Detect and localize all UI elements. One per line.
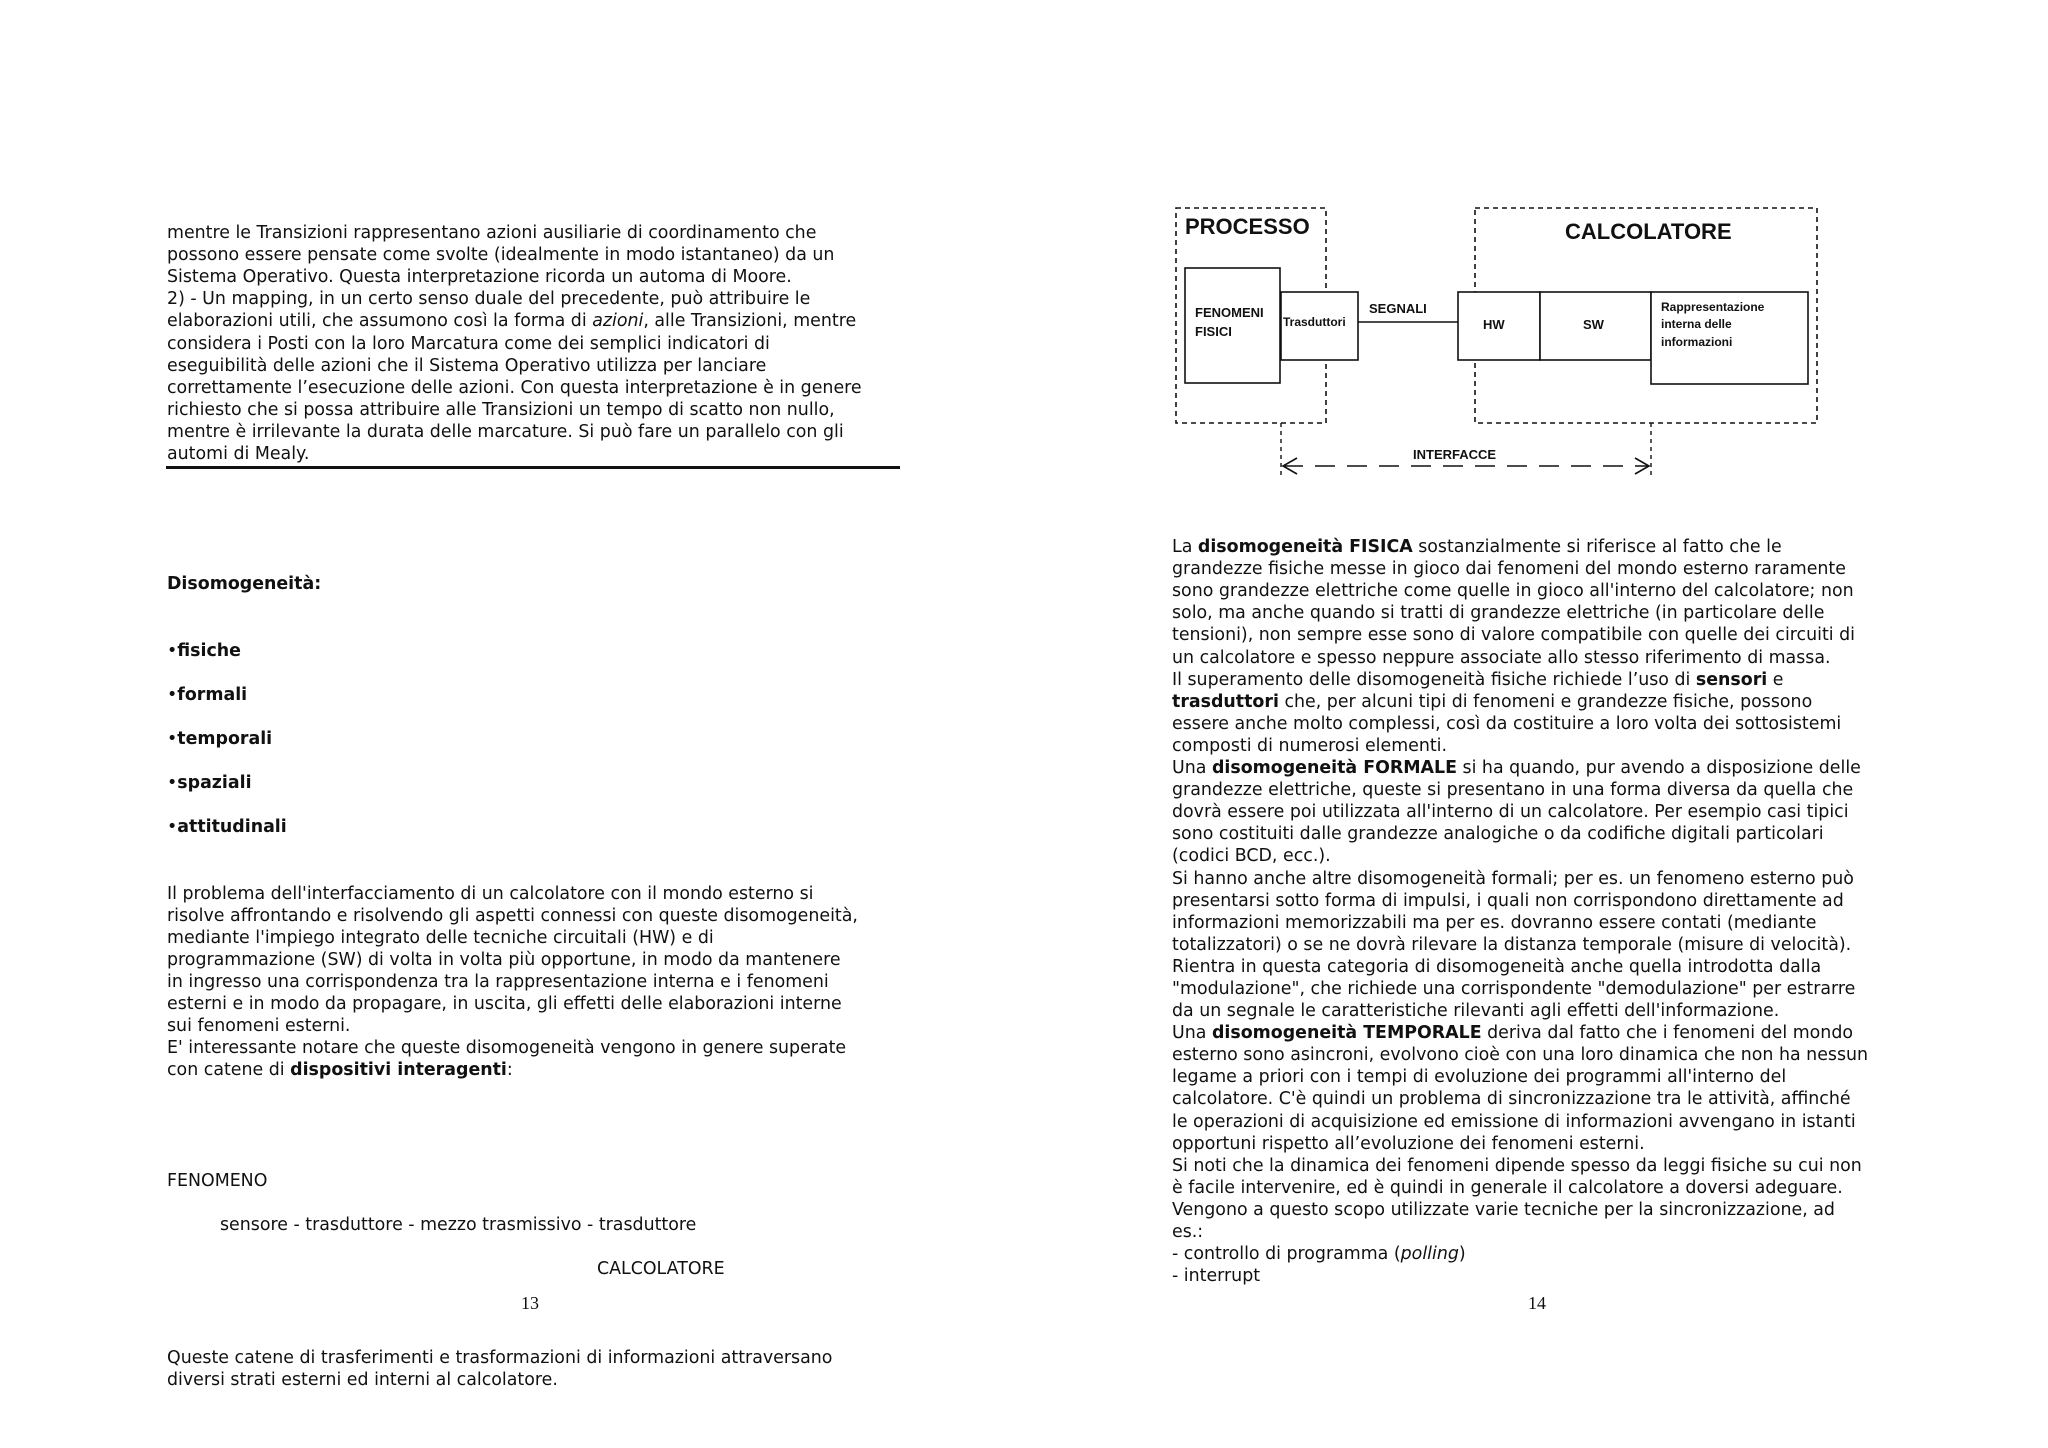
horizontal-rule [166, 466, 900, 469]
text-run: ) - interrupt [1172, 1244, 1466, 1287]
sensori-bold: sensori [1695, 669, 1768, 690]
right-page-text [1172, 514, 1912, 1309]
mapping-line: automi di Mealy. [167, 444, 310, 465]
disomogeneita-paragraphs [1172, 536, 1912, 1287]
dispositivi-bold: dispositivi interagenti [290, 1060, 507, 1081]
mapping-text: , alle Transizioni, mentre [643, 311, 857, 332]
device-chain [167, 1148, 907, 1303]
problem-line: sui fenomeni esterni. [167, 1016, 351, 1037]
mapping-line: correttamente l’esecuzione delle azioni. Con questa interpretazione è in genere [167, 377, 862, 398]
page-number-right: 14 [1528, 1293, 1546, 1313]
intro-line: Sistema Operativo. Questa interpretazione ricorda un automa di Moore. [167, 267, 792, 288]
left-page-text [167, 200, 907, 1413]
rappresentazione-label: Rappresentazione [1661, 300, 1765, 314]
mapping-line: considera i Posti con la loro Marcatura come dei semplici indicatori di [167, 333, 770, 354]
text-run: che, per alcuni tipi di fenomeni e grandezze fisiche, possono essere anche molto complessi, così da costituire a loro volta dei sottosistemi composti di numerosi elementi. Una [1172, 691, 1842, 779]
trasduttori-label: Trasduttori [1283, 315, 1346, 329]
problem-line: in ingresso una corrispondenza tra la rappresentazione interna e i fenomeni [167, 972, 829, 992]
closing-line: Queste catene di trasferimenti e trasformazioni di informazioni attraversano [167, 1347, 833, 1368]
problem-line: esterni e in modo da propagare, in uscita, gli effetti delle elaborazioni interne [167, 994, 842, 1015]
temporale-bold: disomogeneità TEMPORALE [1211, 1023, 1482, 1044]
informazioni-label: informazioni [1661, 335, 1733, 349]
problem-line: Il problema dell'interfacciamento di un calcolatore con il mondo esterno si [167, 883, 814, 904]
intro-line: 2) - Un mapping, in un certo senso duale del precedente, può attribuire le [167, 289, 811, 310]
problem-paragraph [167, 883, 907, 1082]
fenomeni-label: FENOMENI [1195, 305, 1264, 320]
chain-middle: sensore - trasduttore - mezzo trasmissivo - trasduttore [220, 1214, 697, 1235]
interfacce-label: INTERFACCE [1413, 447, 1497, 462]
mapping-line: mentre è irrilevante la durata delle marcature. Si può fare un parallelo con gli [167, 421, 844, 442]
intro-paragraph [167, 222, 907, 465]
list-item: • spaziali [167, 772, 907, 794]
problem-line: programmazione (SW) di volta in volta più opportune, in modo da mantenere [167, 949, 841, 970]
intro-line: mentre le Transizioni rappresentano azioni ausiliarie di coordinamento che [167, 223, 817, 244]
closing-line: diversi strati esterni ed interni al calcolatore. [167, 1369, 558, 1390]
intro-line: possono essere pensate come svolte (idealmente in modo istantaneo) da un [167, 245, 835, 266]
text-run: sostanzialmente si riferisce al fatto che le grandezze fisiche messe in gioco dai fenomeni del mondo esterno raramente sono grandezze elettriche come quelle in gioco all'interno del calcolatore; non solo, ma anche quando si tratti di grandezze elettriche (in particolare delle tensioni), non sempre esse sono di valore compatibile con quelle dei circuiti di un calcolatore e spesso neppure associate allo stesso riferimento di massa. Il superamento delle disomogeneità fisiche richiede l’uso di [1172, 537, 1856, 690]
interface-diagram [1173, 202, 1908, 486]
text-run: e [1772, 669, 1784, 690]
chain-intro: con catene di [167, 1060, 291, 1081]
page-number-left: 13 [521, 1293, 539, 1313]
sw-label: SW [1583, 317, 1604, 332]
fisica-bold: disomogeneità FISICA [1197, 537, 1413, 558]
problem-line: E' interessante notare che queste disomogeneità vengono in genere superate [167, 1038, 847, 1059]
polling-italic: polling [1400, 1244, 1459, 1265]
azioni-italic: azioni [592, 311, 644, 332]
interna-label: interna delle [1661, 317, 1732, 331]
text-run: si ha quando, pur avendo a disposizione delle grandezze elettriche, queste si presentano in una forma diversa da quella che dovrà essere poi utilizzata all'interno di un calcolatore. Per esempio casi tipici sono costituiti dalle grandezze analogiche o da codifiche digitali particolari (codici BCD, ecc.). Si hanno anche altre disomogeneità formali; per es. un fenomeno esterno può presentarsi sotto forma di impulsi, i quali non corrispondono direttamente ad informazioni memorizzabili ma per es. dovranno essere contati (mediante totalizzatori) o se ne dovrà rilevare la distanza temporale (misure di velocità). Rientra in questa categoria di disomogeneità anche quella introdotta dalla "modulazione", che richiede una corrispondente "demodulazione" per estrarre da un segnale le caratteristiche rilevanti agli effetti dell'informazione. Una [1172, 758, 1861, 1044]
mapping-line: richiesto che si possa attribuire alle Transizioni un tempo di scatto non nullo, [167, 399, 835, 420]
calcolatore-label: CALCOLATORE [1565, 219, 1732, 244]
processo-label: PROCESSO [1185, 214, 1310, 239]
list-item: • temporali [167, 728, 907, 750]
problem-line: mediante l'impiego integrato delle tecniche circuitali (HW) e di [167, 927, 714, 948]
chain-end: CALCOLATORE [597, 1259, 725, 1280]
mapping-text: elaborazioni utili, che assumono così la forma di [167, 311, 593, 332]
list-item: • formali [167, 684, 907, 706]
formale-bold: disomogeneità FORMALE [1211, 758, 1457, 779]
trasduttori-bold: trasduttori [1172, 691, 1279, 712]
list-item: • fisiche [167, 640, 907, 662]
colon: : [506, 1060, 513, 1081]
mapping-line: eseguibilità delle azioni che il Sistema Operativo utilizza per lanciare [167, 355, 767, 376]
list-item: • attitudinali [167, 816, 907, 838]
problem-line: risolve affrontando e risolvendo gli aspetti connessi con queste disomogeneità, [167, 905, 858, 926]
text-run: deriva dal fatto che i fenomeni del mondo esterno sono asincroni, evolvono cioè con una loro dinamica che non ha nessun legame a priori con i tempi di evoluzione dei programmi all'interno del calcolatore. C'è quindi un problema di sincronizzazione tra le attività, affinché le operazioni di acquisizione ed emissione di informazioni avvengano in istanti opportuni rispetto all’evoluzione dei fenomeni esterni. Si noti che la dinamica dei fenomeni dipende spesso da leggi fisiche su cui non è facile intervenire, ed è quindi in generale il calcolatore a doversi adeguare. Vengono a questo scopo utilizzate varie tecniche per la sincronizzazione, ad es.: - controllo di programma ( [1172, 1023, 1869, 1265]
hw-label: HW [1483, 317, 1505, 332]
fisici-label: FISICI [1195, 324, 1232, 339]
text-run: La [1172, 537, 1198, 558]
chain-start: FENOMENO [167, 1170, 268, 1191]
closing-paragraph [167, 1347, 907, 1391]
disomogeneita-list [167, 618, 907, 861]
segnali-label: SEGNALI [1369, 301, 1427, 316]
disomogeneita-heading: Disomogeneità: [167, 574, 322, 595]
